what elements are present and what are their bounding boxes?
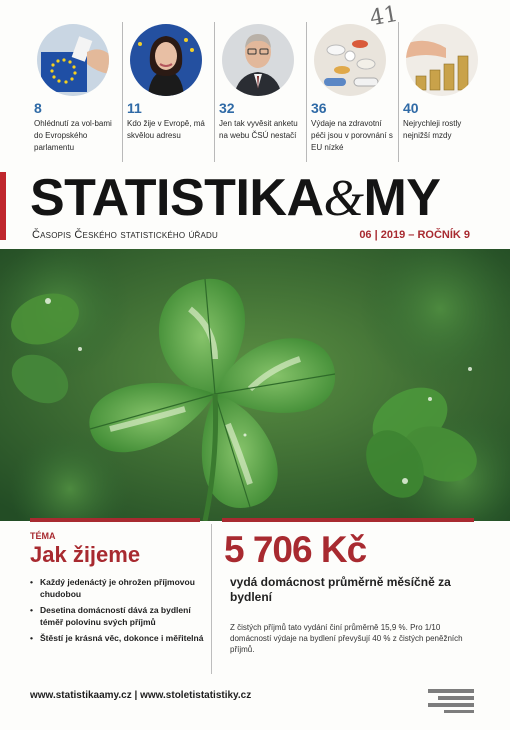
teaser-page-number: 11 [127, 100, 142, 116]
highlight-note: Z čistých příjmů tato vydání činí průměrně 15,9 %. Pro 1/10 domácností výdaje na bydlení převyšují 40 % z čistých peněžních příjmů. [230, 623, 463, 654]
teaser-text: Kdo žije v Evropě, má skvělou adresu [127, 119, 205, 140]
topic-label: TÉMA [30, 531, 56, 541]
masthead-accent-bar [0, 172, 6, 240]
teaser-item[interactable] [122, 22, 214, 162]
list-item: • Štěstí je krásná věc, dokonce i měřitelná [30, 632, 210, 644]
teaser-item[interactable] [30, 22, 122, 162]
highlight-number: 5 706 Kč [224, 529, 367, 570]
statistics-office-logo-icon [428, 689, 474, 718]
teaser-item[interactable] [214, 22, 306, 162]
woman-portrait-image [130, 24, 202, 96]
teaser-page-number: 8 [34, 100, 42, 116]
handwritten-note: 41 [368, 1, 400, 32]
title-part-2: MY [363, 169, 441, 227]
man-portrait-image [222, 24, 294, 96]
coin-stacks-image [406, 24, 478, 96]
teaser-strip [30, 22, 490, 162]
highlight-rule [222, 518, 474, 522]
list-item: • Desetina domácností dává za bydlení téměř polovinu svých příjmů [30, 604, 210, 628]
footer-websites[interactable]: www.statistikaamy.cz | www.stoletistatistiky.cz [30, 690, 252, 701]
column-divider [211, 524, 212, 674]
teaser-text: Nejrychleji rostly nejnižší mzdy [403, 119, 462, 140]
magazine-title [30, 168, 440, 229]
teaser-text: Jen tak vyvěsit anketu na webu ČSÚ nestačí [219, 119, 298, 140]
pills-image [314, 24, 386, 96]
teaser-item[interactable] [398, 22, 490, 162]
highlight-subtitle: vydá domácnost průměrně měsíčně za bydlení [230, 575, 451, 604]
ballot-box-eu-flag-image [37, 24, 109, 96]
title-part-1: STATISTIKA [30, 169, 324, 227]
four-leaf-clover-image [0, 249, 510, 521]
list-item: • Každý jedenáctý je ohrožen příjmovou chudobou [30, 576, 210, 600]
teaser-page-number: 40 [403, 100, 419, 116]
magazine-subtitle: Časopis Českého statistického úřadu [32, 229, 219, 241]
title-ampersand: & [323, 170, 364, 227]
topic-rule [30, 518, 200, 522]
teaser-text: Ohlédnutí za vol-bami do Evropského parlamentu [34, 119, 112, 152]
teaser-item[interactable] [306, 22, 398, 162]
topic-heading: Jak žijeme [30, 542, 141, 567]
teaser-page-number: 36 [311, 100, 327, 116]
topic-bullet-list [30, 576, 210, 648]
teaser-text: Výdaje na zdravotní péči jsou v porovnání s EU nízké [311, 119, 393, 152]
issue-info: 06 | 2019 – ROČNÍK 9 [359, 229, 470, 241]
teaser-page-number: 32 [219, 100, 235, 116]
